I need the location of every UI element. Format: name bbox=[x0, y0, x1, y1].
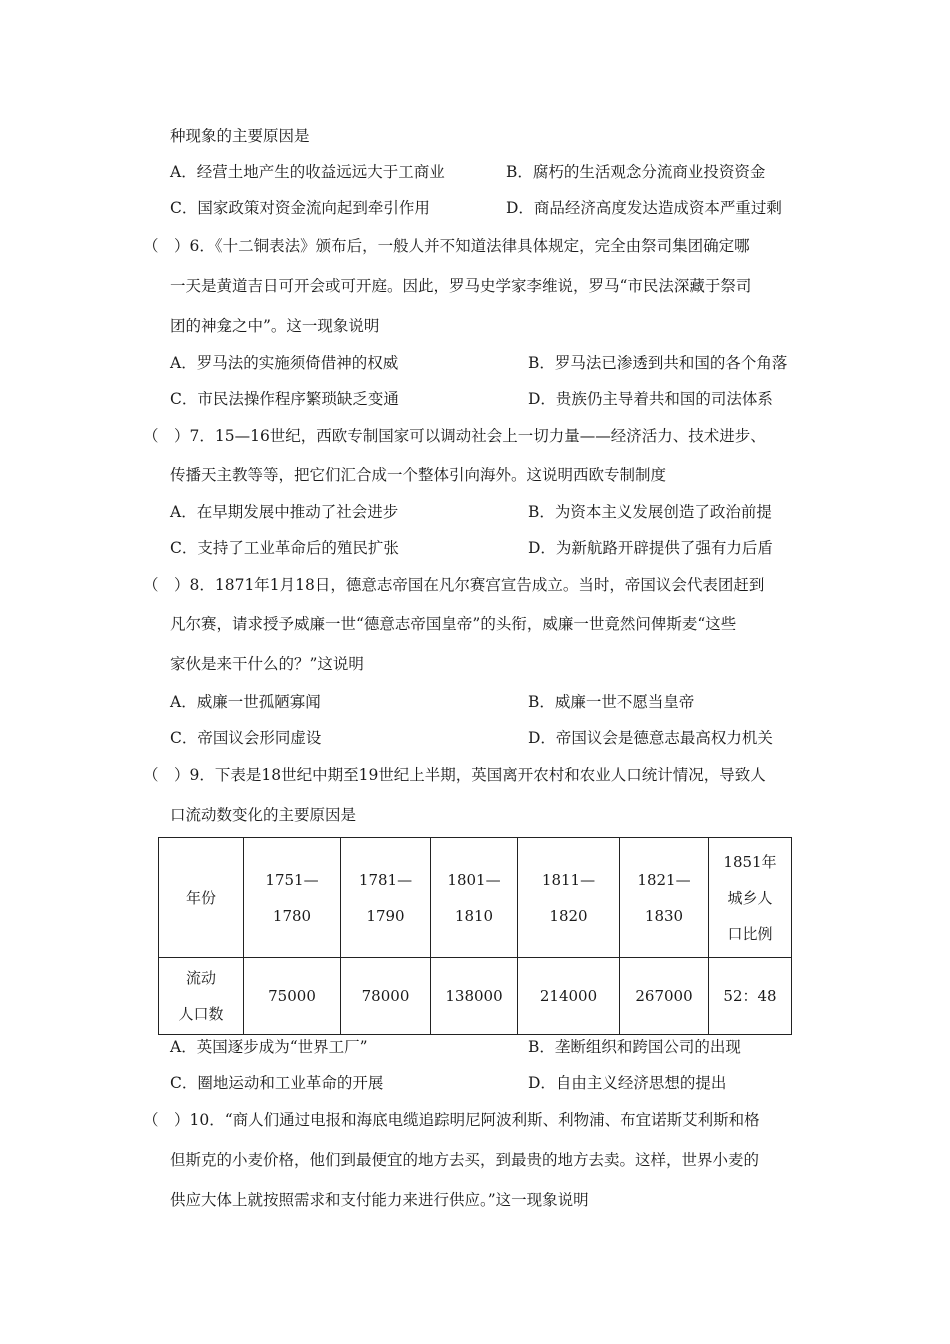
q7-option-d[interactable]: D．为新航路开辟提供了强有力后盾 bbox=[528, 539, 773, 557]
q8-stem-line3: 家伙是来干什么的？”这说明 bbox=[170, 655, 364, 673]
q6-stem-line1: （ ）6．《十二铜表法》颁布后，一般人并不知道法律具体规定，完全由祭司集团确定哪 bbox=[143, 237, 750, 255]
q7-stem-line1: （ ）7．15—16世纪，西欧专制国家可以调动社会上一切力量——经济活力、技术进步、 bbox=[143, 427, 766, 445]
population-table bbox=[158, 837, 792, 1035]
q9-stem-line2: 口流动数变化的主要原因是 bbox=[170, 806, 357, 824]
table-header-ratio: 1851年 城乡人 口比例 bbox=[709, 838, 792, 958]
q6-option-d[interactable]: D．贵族仍主导着共和国的司法体系 bbox=[528, 390, 773, 408]
table-cell: 75000 bbox=[244, 958, 341, 1035]
q5-stem-tail: 种现象的主要原因是 bbox=[170, 127, 310, 145]
q5-option-a[interactable]: A．经营土地产生的收益远远大于工商业 bbox=[170, 163, 445, 181]
table-header-period: 1821— 1830 bbox=[620, 838, 709, 958]
q5-option-c[interactable]: C．国家政策对资金流向起到牵引作用 bbox=[170, 199, 430, 217]
table-header-period: 1781— 1790 bbox=[341, 838, 431, 958]
q6-option-b[interactable]: B．罗马法已渗透到共和国的各个角落 bbox=[528, 354, 788, 372]
table-row-label: 流动 人口数 bbox=[159, 958, 244, 1035]
q6-stem-line3: 团的神龛之中”。这一现象说明 bbox=[170, 317, 380, 335]
q6-option-a[interactable]: A．罗马法的实施须倚借神的权威 bbox=[170, 354, 399, 372]
q10-stem-line3: 供应大体上就按照需求和支付能力来进行供应。”这一现象说明 bbox=[170, 1191, 589, 1209]
q7-option-a[interactable]: A．在早期发展中推动了社会进步 bbox=[170, 503, 399, 521]
q9-stem-line1: （ ）9．下表是18世纪中期至19世纪上半期，英国离开农村和农业人口统计情况，导致人 bbox=[143, 766, 766, 784]
q5-option-b[interactable]: B．腐朽的生活观念分流商业投资资金 bbox=[506, 163, 766, 181]
q6-stem-line2: 一天是黄道吉日可开会或可开庭。因此，罗马史学家李维说，罗马“市民法深藏于祭司 bbox=[170, 277, 752, 295]
table-header-period: 1801— 1810 bbox=[431, 838, 518, 958]
q8-option-a[interactable]: A．威廉一世孤陋寡闻 bbox=[170, 693, 321, 711]
q9-option-d[interactable]: D．自由主义经济思想的提出 bbox=[528, 1074, 727, 1092]
table-cell: 78000 bbox=[341, 958, 431, 1035]
table-cell: 214000 bbox=[518, 958, 620, 1035]
table-row bbox=[159, 958, 792, 1035]
q5-option-d[interactable]: D．商品经济高度发达造成资本严重过剩 bbox=[506, 199, 782, 217]
q7-stem-line2: 传播天主教等等，把它们汇合成一个整体引向海外。这说明西欧专制制度 bbox=[170, 466, 667, 484]
q10-stem-line1: （ ）10．“商人们通过电报和海底电缆追踪明尼阿波利斯、利物浦、布宜诺斯艾利斯和格 bbox=[143, 1111, 760, 1129]
q8-option-d[interactable]: D．帝国议会是德意志最高权力机关 bbox=[528, 729, 773, 747]
q9-option-b[interactable]: B．垄断组织和跨国公司的出现 bbox=[528, 1038, 741, 1056]
table-cell: 138000 bbox=[431, 958, 518, 1035]
table-cell: 267000 bbox=[620, 958, 709, 1035]
q8-option-b[interactable]: B．威廉一世不愿当皇帝 bbox=[528, 693, 695, 711]
q8-stem-line2: 凡尔赛，请求授予威廉一世“德意志帝国皇帝”的头衔，威廉一世竟然问俾斯麦“这些 bbox=[170, 615, 737, 633]
q10-stem-line2: 但斯克的小麦价格，他们到最便宜的地方去买，到最贵的地方去卖。这样，世界小麦的 bbox=[170, 1151, 760, 1169]
q9-option-a[interactable]: A．英国逐步成为“世界工厂” bbox=[170, 1038, 368, 1056]
q9-option-c[interactable]: C．圈地运动和工业革命的开展 bbox=[170, 1074, 384, 1092]
q7-option-c[interactable]: C．支持了工业革命后的殖民扩张 bbox=[170, 539, 399, 557]
table-cell-ratio: 52：48 bbox=[709, 958, 792, 1035]
q8-option-c[interactable]: C．帝国议会形同虚设 bbox=[170, 729, 322, 747]
table-header-period: 1751— 1780 bbox=[244, 838, 341, 958]
table-header-period: 1811— 1820 bbox=[518, 838, 620, 958]
table-header-row bbox=[159, 838, 792, 958]
table-header-year: 年份 bbox=[159, 838, 244, 958]
q8-stem-line1: （ ）8．1871年1月18日，德意志帝国在凡尔赛宫宣告成立。当时，帝国议会代表团赶到 bbox=[143, 576, 765, 594]
q6-option-c[interactable]: C．市民法操作程序繁琐缺乏变通 bbox=[170, 390, 399, 408]
q7-option-b[interactable]: B．为资本主义发展创造了政治前提 bbox=[528, 503, 772, 521]
